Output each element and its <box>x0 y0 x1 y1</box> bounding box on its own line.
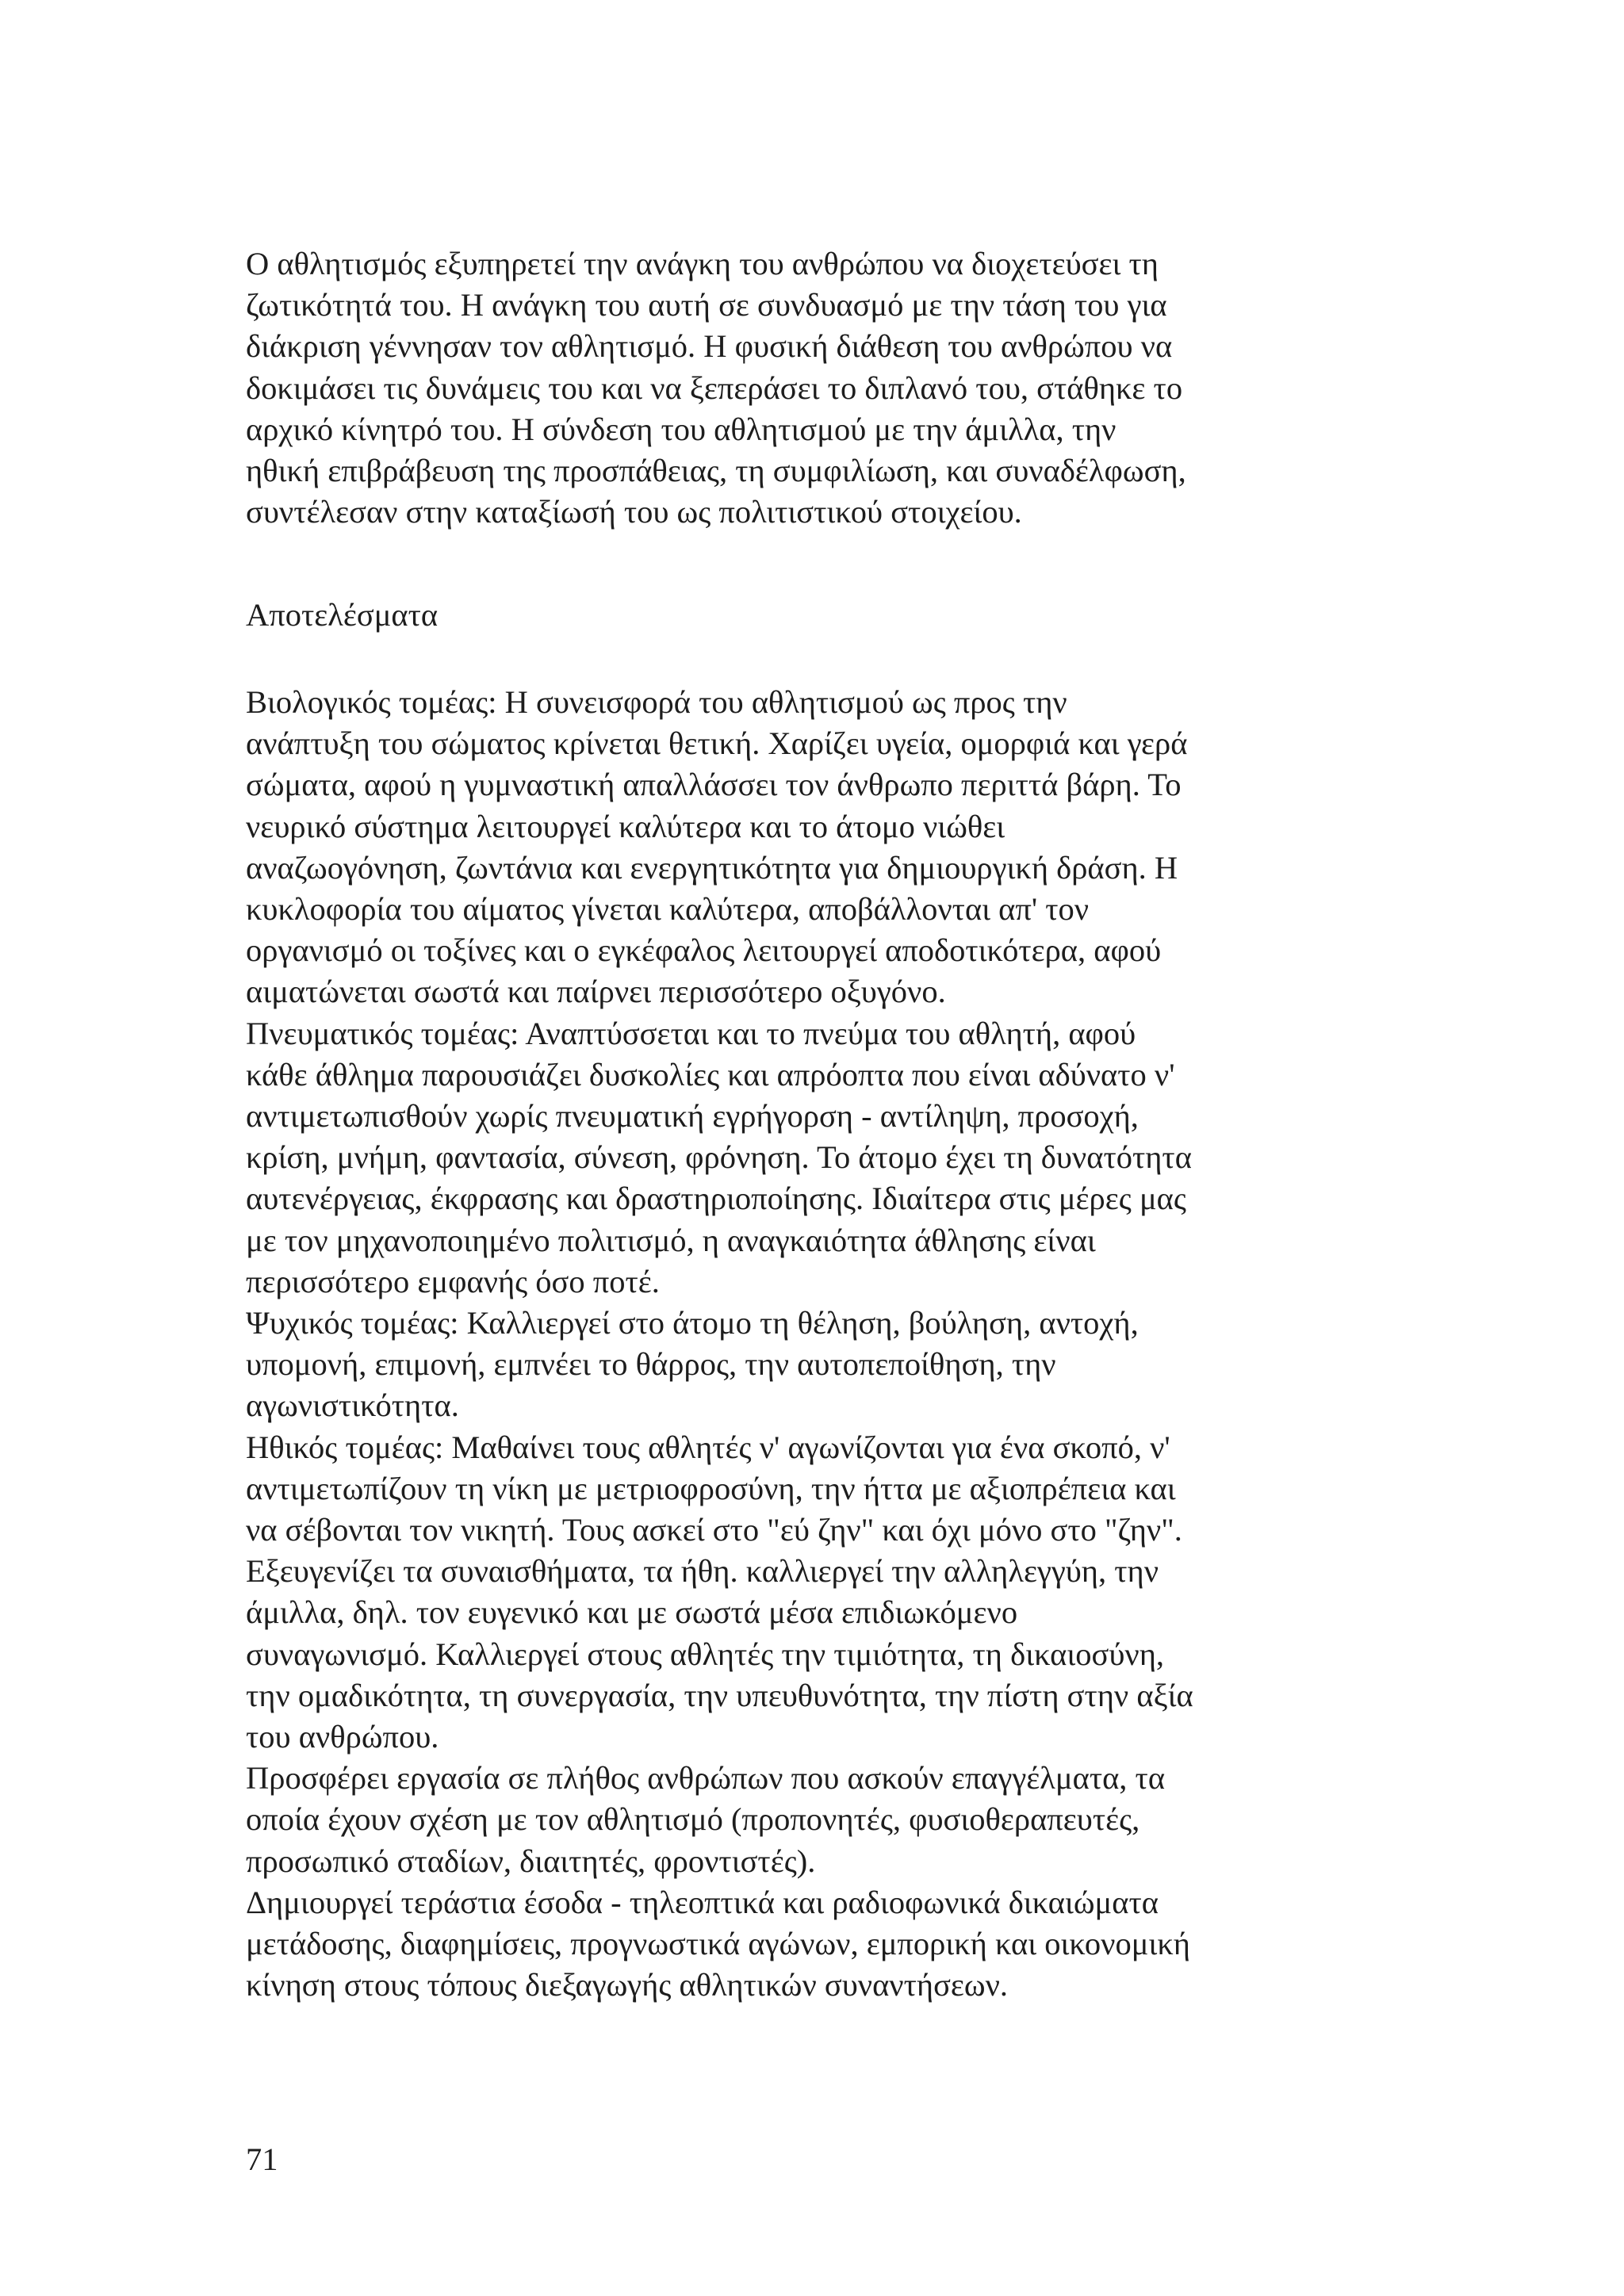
text-line: αρχικό κίνητρό του. Η σύνδεση του αθλητισμού με την άμιλλα, την <box>246 411 1116 447</box>
text-line: αντιμετωπίζουν τη νίκη με μετριοφροσύνη, την ήττα με αξιοπρέπεια και <box>246 1470 1176 1506</box>
text-line: να σέβονται τον νικητή. Τους ασκεί στο "εύ ζην" και όχι μόνο στο "ζην". <box>246 1512 1182 1548</box>
text-line: ζωτικότητά του. Η ανάγκη του αυτή σε συνδυασμό με την τάση του για <box>246 287 1167 323</box>
text-line: σώματα, αφού η γυμναστική απαλλάσσει τον άνθρωπο περιττά βάρη. Το <box>246 767 1182 803</box>
text-line: περισσότερο εμφανής όσο ποτέ. <box>246 1263 660 1299</box>
text-line: δοκιμάσει τις δυνάμεις του και να ξεπεράσει το διπλανό του, στάθηκε το <box>246 369 1183 406</box>
text-line: ηθική επιβράβευση της προσπάθειας, τη συμφιλίωση, και συναδέλφωση, <box>246 453 1186 489</box>
page-number <box>246 2139 1404 2180</box>
text-line: υπομονή, επιμονή, εμπνέει το θάρρος, την αυτοπεποίθηση, την <box>246 1346 1056 1383</box>
text-line: Εξευγενίζει τα συναισθήματα, τα ήθη. καλλιεργεί την αλληλεγγύη, την <box>246 1553 1159 1590</box>
text-line: με τον μηχανοποιημένο πολιτισμό, η αναγκαιότητα άθλησης είναι <box>246 1222 1096 1258</box>
text-line: Ο αθλητισμός εξυπηρετεί την ανάγκη του ανθρώπου να διοχετεύσει τη <box>246 246 1159 281</box>
text-line: Πνευματικός τομέας: Αναπτύσσεται και το πνεύμα του αθλητή, αφού <box>246 1015 1136 1051</box>
text-line: αγωνιστικότητα. <box>246 1387 459 1424</box>
text-line: συντέλεσαν στην καταξίωσή του ως πολιτιστικού στοιχείου. <box>246 494 1022 530</box>
text-line: μετάδοσης, διαφημίσεις, προγνωστικά αγώνων, εμπορική και οικονομική <box>246 1926 1190 1962</box>
section-heading <box>246 595 1404 636</box>
text-line: Ηθικός τομέας: Μαθαίνει τους αθλητές ν' αγωνίζονται για ένα σκοπό, ν' <box>246 1429 1170 1465</box>
text-line: οποία έχουν σχέση με τον αθλητισμό (προπονητές, φυσιοθεραπευτές, <box>246 1801 1140 1838</box>
text-line: Βιολογικός τομέας: Η συνεισφορά του αθλητισμού ως προς την <box>246 684 1067 720</box>
text-line: αυτενέργειας, έκφρασης και δραστηριοποίησης. Ιδιαίτερα στις μέρες μας <box>246 1181 1186 1217</box>
text-line: ανάπτυξη του σώματος κρίνεται θετική. Χαρίζει υγεία, ομορφιά και γερά <box>246 725 1188 762</box>
text-line: προσωπικό σταδίων, διαιτητές, φροντιστές). <box>246 1843 816 1879</box>
text-line: αιματώνεται σωστά και παίρνει περισσότερο οξυγόνο. <box>246 974 946 1010</box>
intro-paragraph <box>246 243 1404 533</box>
text-line: αναζωογόνηση, ζωντάνια και ενεργητικότητα για δημιουργική δράση. Η <box>246 849 1178 886</box>
section-heading-text: Αποτελέσματα <box>246 597 439 633</box>
page-number-text: 71 <box>246 2141 278 2177</box>
results-section <box>246 682 1404 2007</box>
text-line: συναγωνισμό. Καλλιεργεί στους αθλητές την τιμιότητα, τη δικαιοσύνη, <box>246 1636 1165 1672</box>
text-line: κρίση, μνήμη, φαντασία, σύνεση, φρόνηση. Το άτομο έχει τη δυνατότητα <box>246 1139 1192 1176</box>
text-line: οργανισμό οι τοξίνες και ο εγκέφαλος λειτουργεί αποδοτικότερα, αφού <box>246 932 1162 969</box>
text-line: Δημιουργεί τεράστια έσοδα - τηλεοπτικά και ραδιοφωνικά δικαιώματα <box>246 1884 1159 1920</box>
text-line: νευρικό σύστημα λειτουργεί καλύτερα και το άτομο νιώθει <box>246 808 1005 844</box>
text-line: Ψυχικός τομέας: Καλλιεργεί στο άτομο τη θέληση, βούληση, αντοχή, <box>246 1305 1139 1341</box>
text-line: την ομαδικότητα, τη συνεργασία, την υπευθυνότητα, την πίστη στην αξία <box>246 1677 1193 1713</box>
text-line: κίνηση στους τόπους διεξαγωγής αθλητικών συναντήσεων. <box>246 1967 1009 2003</box>
text-line: άμιλλα, δηλ. τον ευγενικό και με σωστά μέσα επιδιωκόμενο <box>246 1594 1018 1631</box>
text-line: κάθε άθλημα παρουσιάζει δυσκολίες και απρόοπτα που είναι αδύνατο ν' <box>246 1056 1175 1093</box>
text-line: του ανθρώπου. <box>246 1719 439 1755</box>
text-line: διάκριση γέννησαν τον αθλητισμό. Η φυσική διάθεση του ανθρώπου να <box>246 328 1173 365</box>
text-line: αντιμετωπισθούν χωρίς πνευματική εγρήγορση - αντίληψη, προσοχή, <box>246 1098 1139 1135</box>
text-line: Προσφέρει εργασία σε πλήθος ανθρώπων που ασκούν επαγγέλματα, τα <box>246 1760 1166 1797</box>
text-line: κυκλοφορία του αίματος γίνεται καλύτερα, αποβάλλονται απ' τον <box>246 891 1090 928</box>
